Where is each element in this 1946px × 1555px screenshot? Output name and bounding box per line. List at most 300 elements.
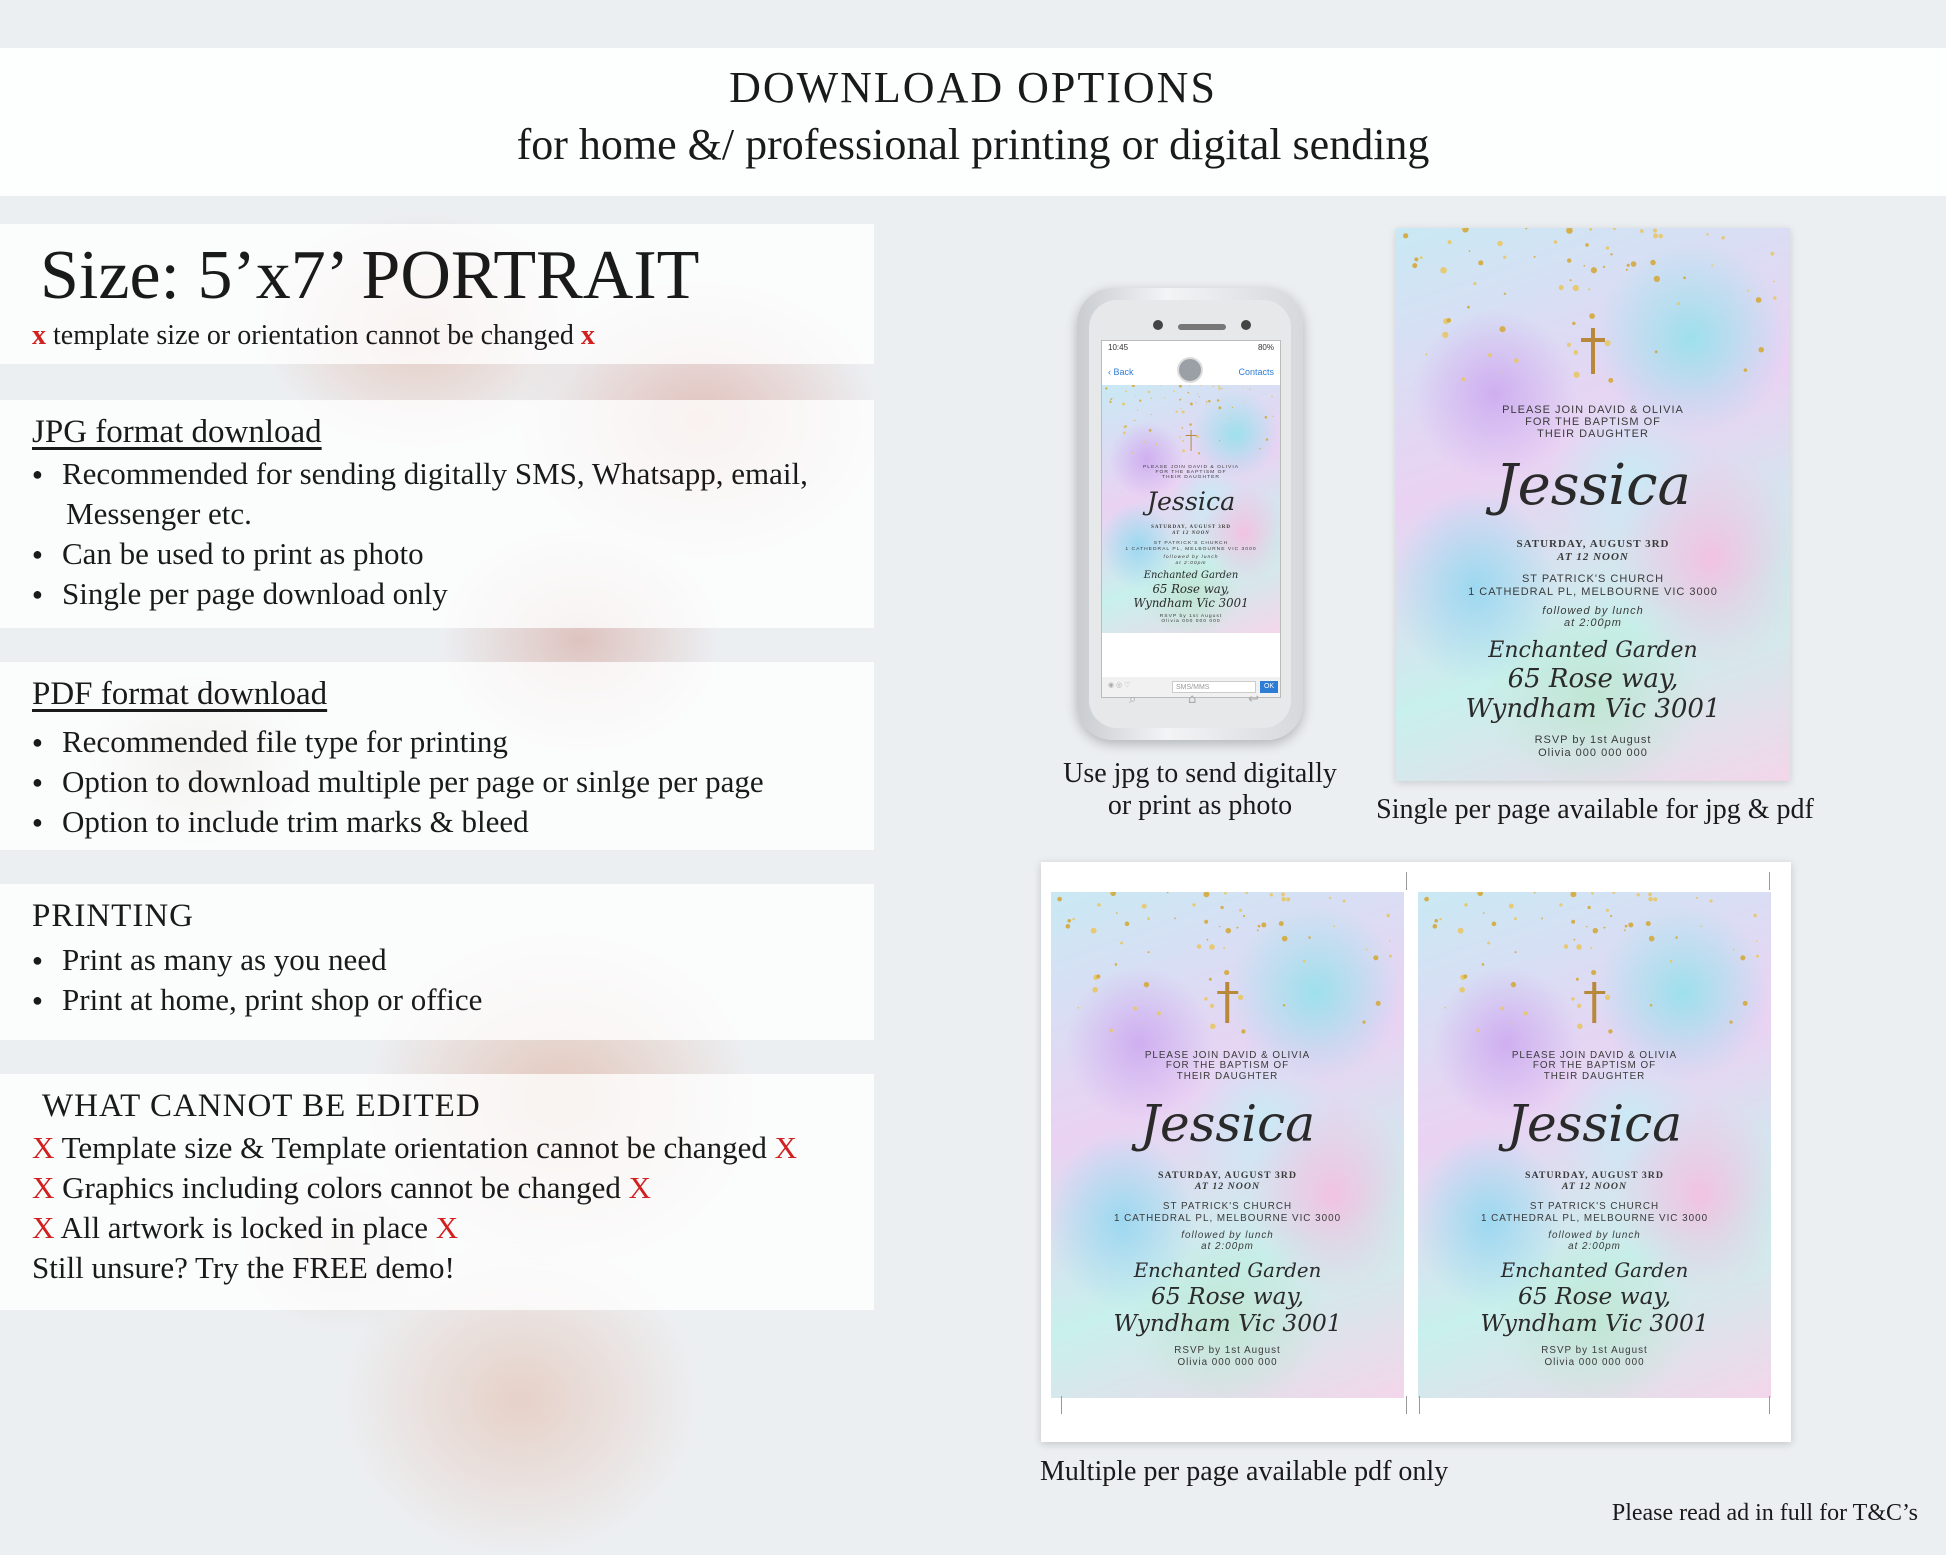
glitter-dot — [1603, 927, 1605, 929]
glitter-dot — [1057, 897, 1062, 902]
x-mark-icon: x — [580, 320, 595, 351]
glitter-dot — [1593, 928, 1599, 934]
glitter-dot — [1109, 401, 1111, 403]
invitation-street: 65 Rose way, — [1152, 581, 1230, 596]
glitter-dot — [1389, 955, 1392, 958]
messages-navbar — [1102, 355, 1280, 385]
invitation-address: 1 CATHEDRAL PL, MELBOURNE VIC 3000 — [1125, 546, 1257, 552]
glitter-dot — [1610, 915, 1612, 917]
glitter-dot — [1179, 385, 1182, 388]
invitation-followed: followed by lunch — [1548, 1229, 1641, 1241]
glitter-dot — [1198, 452, 1200, 454]
multiple-per-page-sheet — [1041, 862, 1791, 1442]
glitter-dot — [1624, 929, 1626, 931]
glitter-dot — [1458, 928, 1464, 934]
glitter-dot — [1204, 920, 1208, 924]
invitation-line2: FOR THE BAPTISM OF — [1525, 416, 1661, 428]
glitter-dot — [1376, 1001, 1381, 1006]
glitter-dot — [1478, 260, 1483, 265]
invitation-line3: THEIR DAUGHTER — [1543, 1071, 1646, 1083]
glitter-dot — [1567, 343, 1571, 347]
glitter-dot — [1245, 892, 1248, 894]
invitation-rsvp: RSVP by 1st August — [1174, 1345, 1281, 1357]
glitter-dot — [1631, 261, 1637, 267]
glitter-dot — [1204, 997, 1208, 1001]
phone-home-icons — [1129, 692, 1259, 706]
glitter-dot — [1220, 906, 1223, 909]
glitter-dot — [1190, 403, 1193, 406]
glitter-dot — [1110, 892, 1116, 896]
invitation-contact: Olivia 000 000 000 — [1161, 619, 1221, 625]
trim-mark — [1406, 1396, 1407, 1414]
glitter-dot — [1110, 892, 1112, 894]
glitter-dot — [1207, 939, 1209, 941]
glitter-dot — [1439, 918, 1442, 921]
invitation-contact: Olivia 000 000 000 — [1544, 1356, 1645, 1368]
glitter-dot — [1218, 385, 1220, 387]
invitation-line3: THEIR DAUGHTER — [1537, 428, 1649, 440]
glitter-dot — [1155, 443, 1157, 445]
glitter-dot — [1122, 402, 1125, 405]
glitter-dot — [1590, 947, 1592, 949]
glitter-dot — [1175, 411, 1177, 413]
cross-icon — [1581, 328, 1605, 374]
glitter-dot — [1151, 414, 1152, 415]
glitter-dot — [1096, 974, 1100, 978]
glitter-dot — [1179, 436, 1181, 438]
glitter-dot — [1433, 924, 1438, 929]
glitter-dot — [1492, 922, 1497, 927]
printing-panel — [0, 884, 874, 1040]
glitter-dot — [1446, 318, 1451, 323]
sms-input: SMS/MMS — [1172, 681, 1256, 693]
glitter-dot — [1608, 1029, 1612, 1033]
invitation-church: ST PATRICK'S CHURCH — [1153, 540, 1229, 546]
glitter-dot — [1120, 941, 1123, 944]
glitter-dot — [1577, 1004, 1581, 1008]
speaker — [1178, 324, 1226, 330]
glitter-dot — [1224, 970, 1229, 975]
printing-title: PRINTING — [32, 898, 194, 934]
glitter-dot — [1196, 402, 1197, 403]
glitter-dot — [1097, 903, 1101, 907]
cross-icon — [1186, 430, 1197, 451]
list-item: X Graphics including colors cannot be changed X — [32, 1170, 651, 1205]
jpg-title: JPG format download — [32, 414, 322, 450]
glitter-dot — [1209, 978, 1212, 981]
glitter-dot — [1648, 892, 1652, 896]
glitter-dot — [1249, 389, 1251, 391]
glitter-dot — [1756, 940, 1758, 942]
invitation-card — [1102, 385, 1280, 633]
glitter-dot — [1554, 240, 1558, 244]
glitter-dot — [1729, 1020, 1732, 1023]
glitter-dot — [1157, 1011, 1161, 1015]
glitter-dot — [1559, 285, 1564, 290]
glitter-dot — [1109, 1029, 1113, 1033]
glitter-dot — [1574, 372, 1580, 378]
x-mark-icon: x — [32, 320, 46, 351]
glitter-dot — [1148, 951, 1150, 953]
glitter-dot — [1091, 928, 1097, 934]
glitter-dot — [1206, 403, 1207, 404]
status-bar — [1102, 341, 1280, 355]
glitter-dot — [1199, 396, 1200, 397]
invitation-contact: Olivia 000 000 000 — [1177, 1356, 1278, 1368]
glitter-dot — [1586, 926, 1587, 927]
glitter-dot — [1271, 396, 1273, 398]
glitter-dot — [1700, 925, 1702, 927]
glitter-dot — [1218, 387, 1220, 389]
glitter-dot — [1514, 358, 1519, 363]
glitter-dot — [1571, 997, 1575, 1001]
invitation-line3: THEIR DAUGHTER — [1161, 475, 1221, 481]
glitter-dot — [1137, 409, 1138, 410]
glitter-dot — [1067, 919, 1071, 923]
size-note-text: template size or orientation cannot be changed — [53, 320, 574, 351]
glitter-dot — [1570, 279, 1572, 281]
glitter-dot — [1125, 425, 1127, 427]
invitation-name: Jessica — [1139, 1093, 1316, 1153]
glitter-dot — [1164, 397, 1165, 398]
glitter-dot — [1072, 918, 1075, 921]
glitter-dot — [1473, 282, 1476, 285]
glitter-dot — [1210, 1004, 1214, 1008]
list-item: X All artwork is locked in place X — [32, 1210, 459, 1245]
glitter-dot — [1488, 353, 1492, 357]
glitter-dot — [1740, 955, 1745, 960]
glitter-dot — [1226, 928, 1232, 934]
glitter-dot — [1147, 917, 1150, 920]
invitation-time: AT 12 NOON — [1172, 530, 1210, 536]
glitter-dot — [1711, 264, 1713, 266]
phone-body — [1089, 300, 1291, 728]
search-icon: ⌕ — [1129, 692, 1137, 707]
invitation-followed: followed by lunch — [1542, 605, 1644, 617]
glitter-dot — [1412, 263, 1417, 268]
invitation-church: ST PATRICK'S CHURCH — [1162, 1201, 1293, 1213]
glitter-dot — [1524, 1011, 1528, 1015]
glitter-dot — [1584, 265, 1586, 267]
glitter-dot — [1203, 892, 1209, 897]
glitter-dot — [1476, 1029, 1480, 1033]
multiple-caption: Multiple per page available pdf only — [1040, 1456, 1449, 1487]
glitter-dot — [1241, 1029, 1245, 1033]
glitter-dot — [1487, 941, 1490, 944]
glitter-dot — [1182, 411, 1185, 414]
glitter-dot — [1366, 948, 1368, 950]
glitter-dot — [1270, 893, 1273, 896]
invitation-at: at 2:00pm — [1568, 1240, 1621, 1252]
x-mark-icon: X — [32, 1210, 55, 1245]
camera-icon: ◉ ◎ ♡ — [1108, 682, 1131, 689]
glitter-dot — [1670, 960, 1673, 963]
glitter-dot — [1477, 892, 1479, 894]
glitter-dot — [1541, 918, 1543, 920]
glitter-dot — [1123, 432, 1126, 435]
glitter-dot — [1567, 258, 1571, 262]
glitter-dot — [1744, 368, 1748, 372]
invitation-followed: followed by lunch — [1163, 555, 1219, 561]
glitter-dot — [1504, 293, 1506, 295]
pdf-list — [32, 722, 764, 842]
glitter-dot — [1658, 234, 1663, 239]
glitter-dot — [1462, 228, 1468, 233]
invitation-address: 1 CATHEDRAL PL, MELBOURNE VIC 3000 — [1480, 1212, 1709, 1224]
invitation-line1: PLEASE JOIN DAVID & OLIVIA — [1502, 404, 1684, 416]
glitter-dot — [1482, 963, 1485, 966]
glitter-dot — [1515, 951, 1517, 953]
invitation-venue: Enchanted Garden — [1143, 570, 1239, 582]
glitter-dot — [1514, 917, 1517, 920]
invitation-card — [1396, 228, 1790, 781]
glitter-dot — [1343, 899, 1346, 902]
glitter-dot — [1229, 418, 1230, 419]
invitation-name: Jessica — [1506, 1093, 1683, 1153]
glitter-dot — [1244, 401, 1245, 402]
phone-screen — [1101, 340, 1281, 698]
glitter-dot — [1511, 982, 1516, 987]
glitter-dot — [1223, 947, 1225, 949]
glitter-dot — [1238, 995, 1243, 1000]
size-panel — [0, 224, 874, 364]
glitter-dot — [1116, 912, 1118, 914]
glitter-dot — [1459, 987, 1465, 993]
glitter-dot — [1180, 408, 1181, 409]
glitter-dot — [1221, 388, 1223, 390]
glitter-dot — [1649, 936, 1655, 942]
jpg-list — [32, 454, 808, 614]
invitation-contact: Olivia 000 000 000 — [1538, 747, 1648, 759]
contacts-link: Contacts — [1238, 367, 1274, 377]
glitter-dot — [1066, 924, 1071, 929]
glitter-dot — [1511, 1023, 1512, 1024]
glitter-dot — [1135, 395, 1136, 396]
cross-icon — [1584, 982, 1606, 1023]
glitter-dot — [1243, 915, 1245, 917]
glitter-dot — [1123, 425, 1126, 428]
glitter-dot — [1272, 416, 1274, 418]
invitation-line1: PLEASE JOIN DAVID & OLIVIA — [1511, 1049, 1678, 1061]
invitation-address: 1 CATHEDRAL PL, MELBOURNE VIC 3000 — [1113, 1212, 1342, 1224]
invitation-church: ST PATRICK'S CHURCH — [1529, 1201, 1660, 1213]
invitation-at: at 2:00pm — [1564, 617, 1622, 629]
invitation-line2: FOR THE BAPTISM OF — [1532, 1060, 1657, 1072]
list-item: ● Option to include trim marks & bleed — [32, 802, 764, 842]
x-mark-icon: X — [774, 1130, 797, 1165]
glitter-dot — [1443, 318, 1449, 324]
glitter-dot — [1212, 386, 1214, 388]
glitter-dot — [1747, 290, 1749, 292]
glitter-dot — [1434, 919, 1438, 923]
glitter-dot — [1261, 413, 1262, 414]
x-mark-icon: X — [32, 1170, 55, 1205]
glitter-dot — [1373, 955, 1378, 960]
glitter-dot — [1144, 441, 1146, 443]
invitation-at: at 2:00pm — [1201, 1240, 1254, 1252]
trim-mark — [1406, 872, 1407, 890]
glitter-dot — [1589, 313, 1595, 319]
glitter-dot — [1210, 1024, 1216, 1030]
glitter-dot — [1650, 260, 1656, 266]
glitter-dot — [1266, 438, 1268, 440]
list-item: X Template size & Template orientation cannot be changed X — [32, 1130, 797, 1165]
glitter-dot — [1605, 340, 1611, 346]
invitation-church: ST PATRICK'S CHURCH — [1521, 573, 1665, 585]
phone-caption: Use jpg to send digitally or print as photo — [1063, 758, 1337, 821]
glitter-dot — [1570, 892, 1576, 897]
glitter-dot — [1710, 899, 1713, 902]
glitter-dot — [1132, 385, 1133, 386]
glitter-dot — [1424, 897, 1429, 902]
glitter-dot — [1286, 897, 1290, 901]
invitation-street: 65 Rose way, — [1151, 1282, 1304, 1310]
glitter-dot — [1503, 256, 1506, 259]
invitation-venue: Enchanted Garden — [1500, 1259, 1689, 1283]
glitter-dot — [1653, 897, 1657, 901]
glitter-dot — [1653, 233, 1658, 238]
glitter-dot — [1282, 936, 1288, 942]
invitation-card — [1051, 892, 1404, 1398]
invitation-rsvp: RSVP by 1st August — [1534, 734, 1652, 746]
glitter-dot — [1219, 440, 1220, 441]
list-item: ● Recommended file type for printing — [32, 722, 764, 762]
glitter-dot — [1125, 922, 1130, 927]
glitter-dot — [1197, 393, 1199, 395]
status-battery: 80% — [1257, 343, 1274, 352]
glitter-dot — [1150, 397, 1151, 398]
glitter-dot — [1197, 944, 1202, 949]
invitation-name: Jessica — [1495, 453, 1691, 518]
glitter-dot — [1281, 892, 1285, 896]
pdf-panel — [0, 662, 874, 850]
glitter-dot — [1770, 252, 1774, 256]
glitter-dot — [1564, 944, 1569, 949]
invitation-line2: FOR THE BAPTISM OF — [1155, 469, 1227, 475]
glitter-dot — [1525, 228, 1527, 229]
pdf-title: PDF format download — [32, 676, 328, 712]
invitation-time: AT 12 NOON — [1561, 1181, 1628, 1193]
invitation-rsvp: RSVP by 1st August — [1541, 1345, 1648, 1357]
glitter-dot — [1139, 399, 1141, 401]
glitter-dot — [1149, 449, 1150, 450]
trim-mark — [1061, 1396, 1062, 1414]
glitter-dot — [1461, 228, 1463, 230]
invitation-line1: PLEASE JOIN DAVID & OLIVIA — [1142, 464, 1240, 470]
glitter-dot — [1115, 441, 1116, 442]
glitter-dot — [1261, 922, 1266, 927]
size-note — [32, 320, 595, 352]
glitter-dot — [1460, 975, 1465, 980]
x-mark-icon: X — [32, 1130, 55, 1165]
back-icon: ↩ — [1248, 692, 1259, 707]
glitter-dot — [1232, 407, 1233, 408]
glitter-dot — [1773, 281, 1775, 283]
glitter-dot — [1160, 385, 1161, 386]
glitter-dot — [1627, 264, 1630, 267]
glitter-dot — [1571, 920, 1575, 924]
trim-mark — [1769, 872, 1770, 890]
glitter-dot — [1612, 892, 1615, 894]
glitter-dot — [1105, 387, 1107, 389]
glitter-dot — [1265, 416, 1268, 419]
glitter-dot — [1696, 897, 1698, 899]
invitation-venue: Enchanted Garden — [1133, 1259, 1322, 1283]
glitter-dot — [1329, 897, 1331, 899]
glitter-dot — [1625, 925, 1628, 928]
glitter-dot — [1654, 276, 1660, 282]
glitter-dot — [1483, 912, 1485, 914]
glitter-dot — [1189, 412, 1190, 413]
glitter-dot — [1572, 322, 1575, 325]
glitter-dot — [1258, 925, 1261, 928]
glitter-dot — [1425, 353, 1427, 355]
glitter-dot — [1559, 903, 1562, 906]
invitation-card — [1418, 892, 1771, 1398]
invitation-rsvp: RSVP by 1st August — [1159, 613, 1223, 619]
glitter-dot — [1149, 429, 1152, 432]
glitter-dot — [1640, 229, 1644, 233]
glitter-dot — [1576, 978, 1579, 981]
glitter-dot — [1283, 1004, 1286, 1007]
glitter-dot — [1196, 435, 1199, 438]
glitter-dot — [1576, 944, 1582, 950]
page-subtitle: for home &/ professional printing or digital sending — [516, 120, 1430, 169]
glitter-dot — [1144, 1023, 1145, 1024]
invitation-date: SATURDAY, AUGUST 3RD — [1151, 525, 1231, 531]
glitter-dot — [1577, 1024, 1583, 1030]
invitation-line3: THEIR DAUGHTER — [1176, 1071, 1279, 1083]
glitter-dot — [1637, 893, 1640, 896]
glitter-dot — [1093, 975, 1098, 980]
glitter-dot — [1753, 914, 1756, 917]
glitter-dot — [1189, 423, 1192, 426]
invitation-address: 1 CATHEDRAL PL, MELBOURNE VIC 3000 — [1468, 586, 1718, 598]
list-item: ● Option to download multiple per page or sinlge per page — [32, 762, 764, 802]
glitter-dot — [1259, 448, 1261, 450]
trim-mark — [1769, 1396, 1770, 1414]
glitter-dot — [1733, 948, 1735, 950]
glitter-dot — [1442, 332, 1448, 338]
invitation-date: SATURDAY, AUGUST 3RD — [1525, 1169, 1664, 1181]
glitter-dot — [1653, 228, 1657, 232]
invitation-line2: FOR THE BAPTISM OF — [1165, 1060, 1290, 1072]
glitter-dot — [1362, 1020, 1365, 1023]
glitter-dot — [1236, 927, 1238, 929]
jpg-panel — [0, 400, 874, 628]
glitter-dot — [1573, 350, 1578, 355]
cannot-edit-panel — [0, 1074, 874, 1310]
glitter-dot — [1626, 269, 1628, 271]
glitter-dot — [1134, 420, 1135, 421]
glitter-dot — [1477, 892, 1483, 896]
invitation-at: at 2:00pm — [1175, 560, 1207, 566]
glitter-dot — [1683, 276, 1686, 279]
glitter-dot — [1174, 918, 1176, 920]
glitter-dot — [1706, 233, 1708, 235]
invitation-suburb: Wyndham Vic 3001 — [1465, 694, 1721, 724]
glitter-dot — [1756, 297, 1762, 303]
glitter-dot — [1589, 228, 1592, 231]
glitter-dot — [1591, 892, 1594, 895]
glitter-dot — [1192, 903, 1195, 906]
glitter-dot — [1179, 399, 1181, 401]
glitter-dot — [1208, 400, 1211, 403]
printing-list — [32, 940, 482, 1020]
glitter-dot — [1206, 401, 1207, 402]
invitation-suburb: Wyndham Vic 3001 — [1113, 1309, 1342, 1337]
glitter-dot — [1608, 378, 1613, 383]
